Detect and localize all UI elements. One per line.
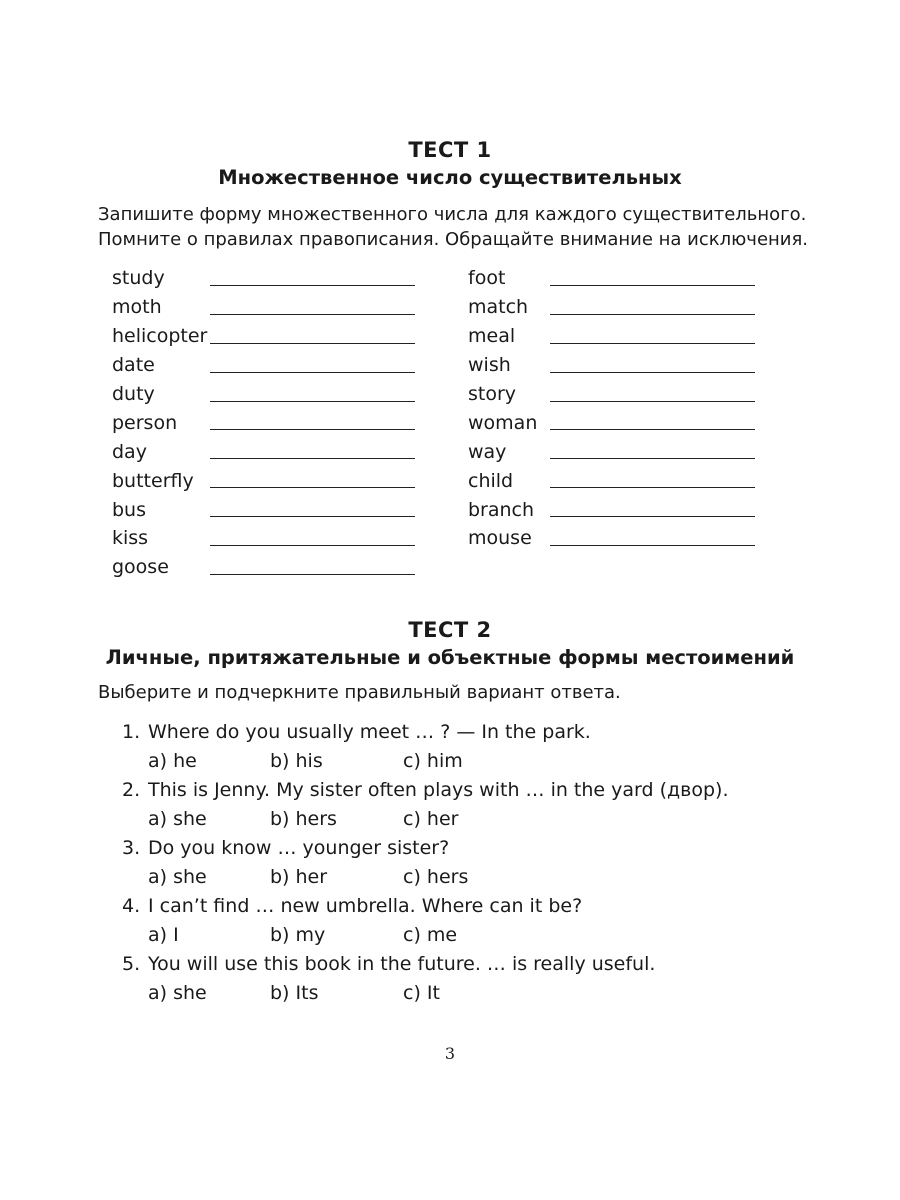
answer-blank-line[interactable] <box>550 429 755 430</box>
word-label: moth <box>112 296 162 319</box>
word-row <box>112 495 212 524</box>
word-row <box>468 524 568 553</box>
answer-option-b[interactable]: b) his <box>270 750 323 772</box>
word-row <box>112 553 212 582</box>
word-label: wish <box>468 354 511 377</box>
word-row <box>468 380 568 409</box>
word-label: kiss <box>112 527 149 550</box>
answer-option-c[interactable]: c) her <box>403 808 459 830</box>
answer-options <box>148 921 729 950</box>
answer-blank-line[interactable] <box>550 487 755 488</box>
answer-option-a[interactable]: a) she <box>148 982 207 1004</box>
word-label: mouse <box>468 527 532 550</box>
answer-blank-line[interactable] <box>210 285 415 286</box>
word-row <box>468 466 568 495</box>
answer-blank-line[interactable] <box>550 401 755 402</box>
answer-option-c[interactable]: c) him <box>403 750 463 772</box>
answer-options <box>148 979 729 1008</box>
answer-options <box>148 747 729 776</box>
answer-option-a[interactable]: a) he <box>148 750 197 772</box>
word-label: branch <box>468 498 535 521</box>
answer-blank-line[interactable] <box>210 516 415 517</box>
test1-subtitle: Множественное число существительных <box>218 166 682 189</box>
question-item <box>122 834 729 863</box>
left-word-column <box>112 264 212 582</box>
test2-instruction: Выберите и подчеркните правильный вариант ответа. <box>98 682 621 703</box>
word-row <box>468 351 568 380</box>
answer-option-b[interactable]: b) hers <box>270 808 337 830</box>
question-list <box>122 718 729 1008</box>
answer-options <box>148 863 729 892</box>
question-text: I can’t find … new umbrella. Where can it be? <box>148 895 583 917</box>
answer-option-a[interactable]: a) she <box>148 808 207 830</box>
answer-option-c[interactable]: c) It <box>403 982 440 1004</box>
test1-title: ТЕСТ 1 <box>408 138 492 162</box>
word-label: butterfly <box>112 469 194 492</box>
answer-blank-line[interactable] <box>210 429 415 430</box>
word-label: person <box>112 411 178 434</box>
test1-instruction-line2: Помните о правилах правописания. Обращайте внимание на исключения. <box>98 229 809 250</box>
word-label: story <box>468 383 517 405</box>
word-row <box>468 322 568 351</box>
word-row <box>468 495 568 524</box>
word-label: child <box>468 469 514 492</box>
answer-options <box>148 805 729 834</box>
word-label: way <box>468 440 507 463</box>
answer-blank-line[interactable] <box>550 372 755 373</box>
right-word-column <box>468 264 568 553</box>
word-row <box>112 524 212 553</box>
word-label: day <box>112 440 147 463</box>
word-label: woman <box>468 411 538 434</box>
question-number: 4. <box>122 895 141 917</box>
word-row <box>112 264 212 293</box>
word-label: date <box>112 354 155 377</box>
answer-blank-line[interactable] <box>550 343 755 344</box>
answer-option-c[interactable]: c) me <box>403 924 458 946</box>
answer-option-b[interactable]: b) her <box>270 866 328 888</box>
answer-blank-line[interactable] <box>210 545 415 546</box>
answer-blank-line[interactable] <box>550 516 755 517</box>
word-row <box>112 293 212 322</box>
answer-blank-line[interactable] <box>550 458 755 459</box>
question-text: This is Jenny. My sister often plays with … in the yard (двор). <box>148 779 729 801</box>
word-row <box>112 351 212 380</box>
answer-option-a[interactable]: a) I <box>148 924 179 946</box>
word-row <box>468 293 568 322</box>
question-item <box>122 950 729 979</box>
word-row <box>468 408 568 437</box>
word-row <box>112 466 212 495</box>
page-number: 3 <box>444 1044 456 1063</box>
word-label: duty <box>112 383 155 405</box>
answer-blank-line[interactable] <box>210 458 415 459</box>
answer-blank-line[interactable] <box>210 487 415 488</box>
answer-blank-line[interactable] <box>210 372 415 373</box>
word-label: helicopter <box>112 325 208 348</box>
word-row <box>112 380 212 409</box>
test2-title: ТЕСТ 2 <box>408 618 492 642</box>
word-label: bus <box>112 498 147 521</box>
test2-subtitle: Личные, притяжательные и объектные формы местоимений <box>105 646 795 669</box>
word-label: meal <box>468 325 516 348</box>
question-text: You will use this book in the future. … is really useful. <box>148 953 656 975</box>
question-number: 3. <box>122 837 141 859</box>
word-label: foot <box>468 267 506 290</box>
word-label: match <box>468 296 529 319</box>
question-text: Do you know … younger sister? <box>148 837 450 859</box>
word-label: goose <box>112 556 169 579</box>
word-row <box>468 437 568 466</box>
answer-option-a[interactable]: a) she <box>148 866 207 888</box>
answer-blank-line[interactable] <box>550 545 755 546</box>
answer-option-b[interactable]: b) my <box>270 924 326 946</box>
word-row <box>468 264 568 293</box>
question-number: 5. <box>122 953 141 975</box>
test1-instruction <box>98 202 818 252</box>
question-item <box>122 718 729 747</box>
answer-option-b[interactable]: b) Its <box>270 982 319 1004</box>
word-row <box>112 408 212 437</box>
word-row <box>112 322 212 351</box>
answer-blank-line[interactable] <box>550 314 755 315</box>
word-row <box>112 437 212 466</box>
answer-blank-line[interactable] <box>210 401 415 402</box>
question-item <box>122 776 729 805</box>
question-item <box>122 892 729 921</box>
answer-blank-line[interactable] <box>210 314 415 315</box>
question-text: Where do you usually meet … ? — In the park. <box>148 721 591 743</box>
word-label: study <box>112 267 165 290</box>
answer-blank-line[interactable] <box>550 285 755 286</box>
test1-instruction-line1: Запишите форму множественного числа для каждого существительного. <box>98 204 807 225</box>
answer-blank-line[interactable] <box>210 574 415 575</box>
question-number: 2. <box>122 779 141 801</box>
question-number: 1. <box>122 721 141 743</box>
answer-option-c[interactable]: c) hers <box>403 866 469 888</box>
answer-blank-line[interactable] <box>210 343 415 344</box>
